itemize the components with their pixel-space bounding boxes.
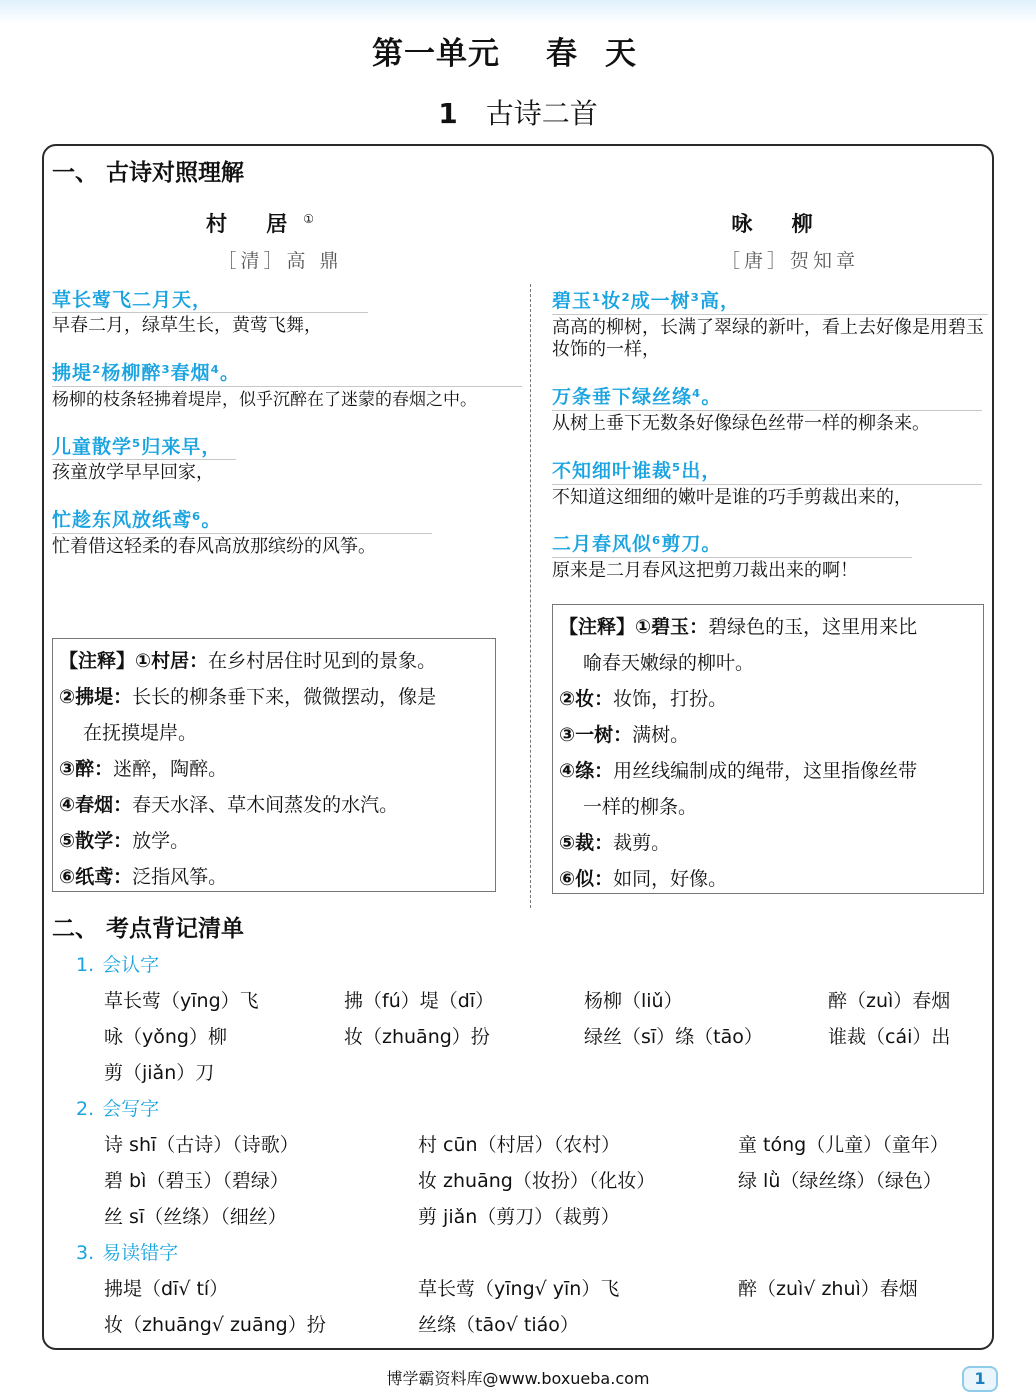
line-translation: 早春二月，绿草生长，黄莺飞舞， <box>52 312 368 337</box>
line-translation: 从树上垂下无数条好像绿色丝带一样的柳条来。 <box>552 410 982 435</box>
line-translation: 原来是二月春风这把剪刀裁出来的啊！ <box>552 557 912 582</box>
lesson-title <box>0 92 1036 132</box>
note-item <box>59 679 489 715</box>
poem-line: 二月春风似⁶剪刀。 <box>552 533 722 555</box>
vocab-item: 丝绦（tāo√ tiáo） <box>418 1314 579 1336</box>
note-term: 【注释】①碧玉： <box>559 616 709 638</box>
subsection-label: 会认字 <box>102 954 160 976</box>
unit-name: 春天 <box>546 36 664 72</box>
note-term: ⑥似： <box>559 868 614 890</box>
lesson-name: 古诗二首 <box>485 97 598 130</box>
poem-author: ［唐］贺知章 <box>720 250 859 272</box>
note-definition: 用丝线编制成的绳带，这里指像丝带 <box>613 760 918 782</box>
vocab-item: 村 cūn（村居）（农村） <box>418 1134 621 1156</box>
subsection-heading <box>76 1238 178 1265</box>
line-translation: 杨柳的枝条轻拂着堤岸，似乎沉醉在了迷蒙的春烟之中。 <box>52 386 522 411</box>
poem-line: 拂堤²杨柳醉³春烟⁴。 <box>52 362 240 384</box>
note-definition: 长长的柳条垂下来，微微摆动，像是 <box>132 686 437 708</box>
note-item <box>559 717 977 753</box>
note-definition: 放学。 <box>132 830 190 852</box>
vocab-item: 醉（zuì√ zhuì）春烟 <box>738 1278 918 1300</box>
note-item <box>59 643 489 679</box>
note-term: ⑤裁： <box>559 832 614 854</box>
poem-title <box>190 208 330 238</box>
subsection-index: 1. <box>76 954 95 976</box>
note-definition: 在乡村居住时见到的景象。 <box>208 650 437 672</box>
note-term: ③醉： <box>59 758 114 780</box>
note-term: ④春烟： <box>59 794 133 816</box>
vocab-item: 妆（zhuāng√ zuāng）扮 <box>104 1314 326 1336</box>
note-term: ②拂堤： <box>59 686 133 708</box>
vocab-item: 剪 jiǎn（剪刀）（裁剪） <box>418 1206 620 1228</box>
subsection-label: 易读错字 <box>102 1242 179 1264</box>
note-continuation: 喻春天嫩绿的柳叶。 <box>583 652 755 674</box>
subsection-label: 会写字 <box>102 1098 160 1120</box>
vocab-item: 拂堤（dī√ tí） <box>104 1278 229 1300</box>
note-item <box>59 859 489 895</box>
poem-notes <box>52 638 496 892</box>
note-definition: 迷醉，陶醉。 <box>113 758 228 780</box>
vocab-item: 拂（fú）堤（dī） <box>344 990 495 1012</box>
footer-source: 博学霸资料库@www.boxueba.com <box>386 1369 650 1388</box>
page-number: 1 <box>962 1366 998 1392</box>
vocab-item: 谁裁（cái）出 <box>828 1026 951 1048</box>
poem-line: 忙趁东风放纸鸢⁶。 <box>52 509 222 531</box>
poem-line: 不知细叶谁裁⁵出， <box>552 460 722 482</box>
poem-line: 草长莺飞二月天， <box>52 289 213 311</box>
subsection-heading <box>76 1094 159 1121</box>
note-definition: 满树。 <box>632 724 690 746</box>
note-definition: 妆饰，打扮。 <box>613 688 728 710</box>
note-term: ②妆： <box>559 688 614 710</box>
poem-title: 咏 柳 <box>731 212 829 236</box>
line-translation: 忙着借这轻柔的春风高放那缤纷的风筝。 <box>52 533 432 558</box>
vocab-item: 绿 lǜ（绿丝绦）（绿色） <box>738 1170 942 1192</box>
note-item <box>559 681 977 717</box>
note-definition: 碧绿色的玉，这里用来比 <box>708 616 918 638</box>
vocab-item: 咏（yǒng）柳 <box>104 1026 227 1048</box>
note-item <box>559 753 977 789</box>
note-item <box>559 609 977 645</box>
poem-author: ［清］高 鼎 <box>217 250 343 272</box>
vocab-item: 碧 bì（碧玉）（碧绿） <box>104 1170 289 1192</box>
vocab-item: 童 tóng（儿童）（童年） <box>738 1134 949 1156</box>
note-item <box>559 861 977 897</box>
note-definition: 裁剪。 <box>613 832 671 854</box>
note-definition: 泛指风筝。 <box>132 866 228 888</box>
note-term: 【注释】①村居： <box>59 650 209 672</box>
note-item <box>59 751 489 787</box>
poem-title-note: ① <box>303 212 315 226</box>
note-item <box>59 823 489 859</box>
vocab-item: 丝 sī（丝绦）（细丝） <box>104 1206 287 1228</box>
vocab-item: 醉（zuì）春烟 <box>828 990 951 1012</box>
subsection-index: 3. <box>76 1242 95 1264</box>
poem-line: 儿童散学⁵归来早， <box>52 436 222 458</box>
vocab-item: 草长莺（yīng）飞 <box>104 990 259 1012</box>
note-term: ④绦： <box>559 760 614 782</box>
poem-line: 万条垂下绿丝绦⁴。 <box>552 386 722 408</box>
vocab-item: 妆（zhuāng）扮 <box>344 1026 490 1048</box>
vocab-item: 绿丝（sī）绦（tāo） <box>584 1026 763 1048</box>
note-item <box>559 825 977 861</box>
poem-title-text: 村 居 <box>205 212 304 236</box>
note-continuation: 在抚摸堤岸。 <box>83 722 198 744</box>
vocab-item: 妆 zhuāng（妆扮）（化妆） <box>418 1170 656 1192</box>
subsection-heading <box>76 950 159 977</box>
section-heading: 二、 考点背记清单 <box>52 916 245 942</box>
unit-label: 第一单元 <box>372 36 500 72</box>
line-translation: 不知道这细细的嫩叶是谁的巧手剪裁出来的， <box>552 484 982 509</box>
section-heading: 一、 古诗对照理解 <box>52 160 245 186</box>
unit-title <box>0 28 1036 73</box>
vocab-item: 草长莺（yīng√ yīn）飞 <box>418 1278 620 1300</box>
vocab-item: 剪（jiǎn）刀 <box>104 1062 215 1084</box>
top-band <box>0 0 1036 24</box>
note-term: ⑥纸鸢： <box>59 866 133 888</box>
note-definition: 如同，好像。 <box>613 868 728 890</box>
note-continuation: 一样的柳条。 <box>583 796 698 818</box>
subsection-index: 2. <box>76 1098 95 1120</box>
vocab-item: 诗 shī（古诗）（诗歌） <box>104 1134 299 1156</box>
note-term: ③一树： <box>559 724 633 746</box>
poem-line: 碧玉¹妆²成一树³高， <box>552 290 740 312</box>
lesson-number: 1 <box>438 97 458 130</box>
column-divider <box>530 284 531 908</box>
line-translation: 高高的柳树，长满了翠绿的新叶，看上去好像是用碧玉妆饰的一样， <box>552 314 988 361</box>
note-term: ⑤散学： <box>59 830 133 852</box>
poem-notes <box>552 604 984 894</box>
vocab-item: 杨柳（liǔ） <box>584 990 683 1012</box>
note-definition: 春天水泽、草木间蒸发的水汽。 <box>132 794 399 816</box>
line-translation: 孩童放学早早回家， <box>52 459 236 484</box>
note-item <box>59 787 489 823</box>
